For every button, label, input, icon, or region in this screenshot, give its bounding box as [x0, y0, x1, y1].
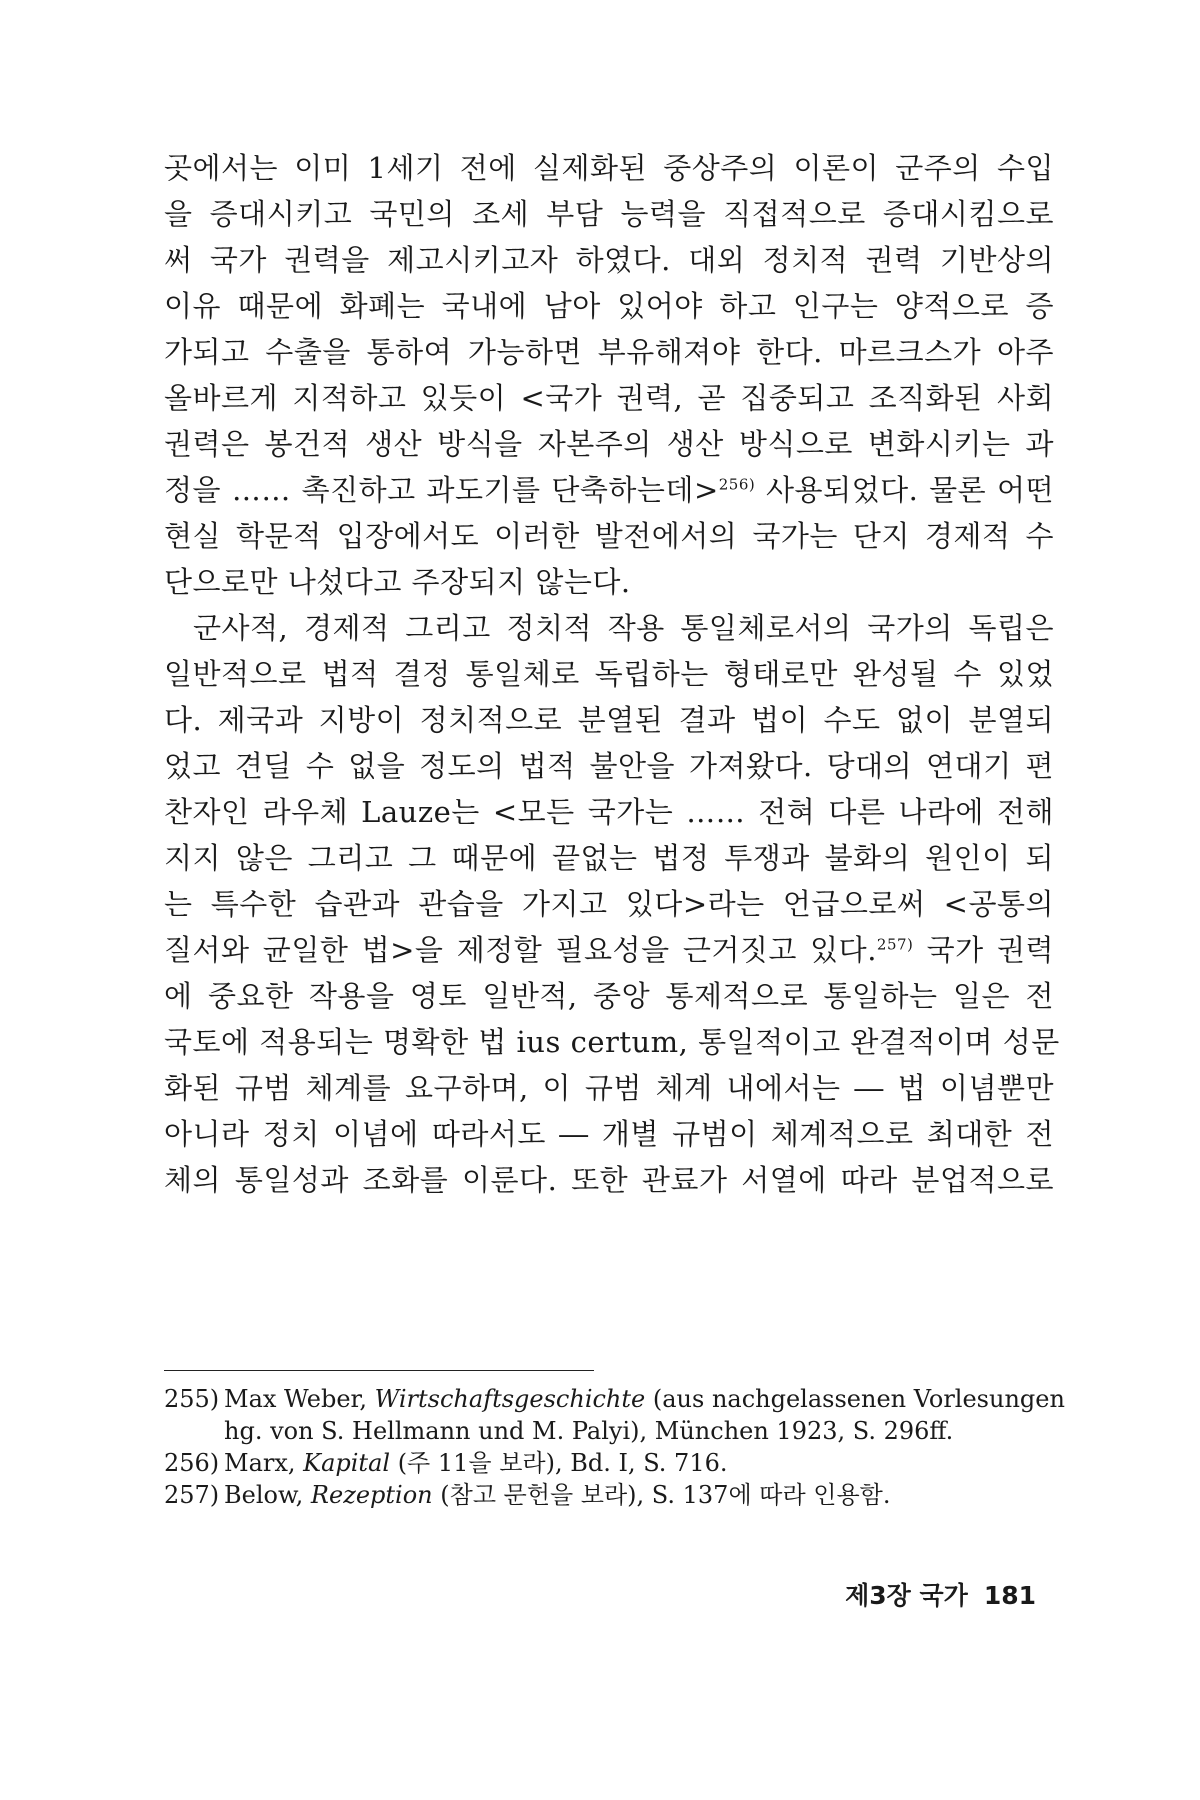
text-line: 일반적으로 법적 결정 통일체로 독립하는 형태로만 완성될 수 있었 [164, 657, 1054, 691]
text-line: 체의 통일성과 조화를 이룬다. 또한 관료가 서열에 따라 분업적으로 [164, 1163, 1054, 1197]
footnote-ref-256: 256) [718, 475, 756, 494]
text-line: 아니라 정치 이념에 따라서도 ― 개별 규범이 체계적으로 최대한 전 [164, 1117, 1054, 1151]
text-line: 는 특수한 습관과 관습을 가지고 있다>라는 언급으로써 <공통의 [164, 887, 1054, 921]
text-line: 에 중요한 작용을 영토 일반적, 중앙 통제적으로 통일하는 일은 전 [164, 979, 1054, 1013]
text-line: 화된 규범 체계를 요구하며, 이 규범 체계 내에서는 ― 법 이념뿐만 [164, 1071, 1054, 1105]
footnote-257 [164, 1479, 1054, 1511]
running-chapter-title: 제3장 국가 [845, 1581, 968, 1610]
text-segment: 국가 권력 [913, 933, 1054, 967]
footnote-divider [164, 1370, 594, 1371]
text-line: 었고 견딜 수 없을 정도의 법적 불안을 가져왔다. 당대의 연대기 편 [164, 749, 1054, 783]
text-line: 써 국가 권력을 제고시키고자 하였다. 대외 정치적 권력 기반상의 [164, 243, 1054, 277]
footnote-255 [164, 1383, 1065, 1447]
footnote-title: Rezeption [310, 1481, 433, 1509]
text-line-with-footnote [164, 467, 1054, 513]
footnote-ref-257: 257) [876, 935, 914, 954]
text-line: 이유 때문에 화폐는 국내에 남아 있어야 하고 인구는 양적으로 증 [164, 289, 1054, 323]
footnote-title: Wirtschaftsgeschichte [374, 1385, 646, 1413]
page-footer [845, 1576, 1036, 1612]
text-segment: 질서와 균일한 법>을 제정할 필요성을 근거짓고 있다. [164, 933, 877, 967]
text-line-with-footnote [164, 927, 1054, 973]
footnote-number: 257) [164, 1481, 220, 1509]
footnote-text: Max Weber, [224, 1385, 375, 1413]
text-line: 권력은 봉건적 생산 방식을 자본주의 생산 방식으로 변화시키는 과 [164, 427, 1054, 461]
body-text [164, 145, 1060, 1203]
text-line: 단으로만 나섰다고 주장되지 않는다. [164, 565, 631, 599]
text-line: 현실 학문적 입장에서도 이러한 발전에서의 국가는 단지 경제적 수 [164, 519, 1054, 553]
text-line: 다. 제국과 지방이 정치적으로 분열된 결과 법이 수도 없이 분열되 [164, 703, 1054, 737]
text-line-indent: 군사적, 경제적 그리고 정치적 작용 통일체로서의 국가의 독립은 [193, 611, 1054, 645]
text-line: 곳에서는 이미 1세기 전에 실제화된 중상주의 이론이 군주의 수입 [164, 151, 1054, 185]
footnote-text: (참고 문헌을 보라), S. 137에 따라 인용함. [432, 1481, 891, 1509]
text-line: 을 증대시키고 국민의 조세 부담 능력을 직접적으로 증대시킴으로 [164, 197, 1054, 231]
text-line: 가되고 수출을 통하여 가능하면 부유해져야 한다. 마르크스가 아주 [164, 335, 1054, 369]
page-number: 181 [983, 1581, 1036, 1610]
footnote-line [164, 1447, 1054, 1479]
footnote-continuation: hg. von S. Hellmann und M. Palyi), München 1923, S. 296ff. [224, 1417, 954, 1445]
footnote-number: 255) [164, 1385, 220, 1413]
text-line: 찬자인 라우체 Lauze는 <모든 국가는 …… 전혀 다른 나라에 전해 [164, 795, 1054, 829]
footnote-256 [164, 1447, 1054, 1479]
footnote-text: Marx, [224, 1449, 304, 1477]
footnote-text: (aus nachgelassenen Vorlesungen [645, 1385, 1065, 1413]
footnote-line [164, 1383, 1065, 1415]
text-line: 국토에 적용되는 명확한 법 ius certum, 통일적이고 완결적이며 성문 [164, 1025, 1060, 1059]
footnote-title: Kapital [303, 1449, 391, 1477]
text-segment: 사용되었다. 물론 어떤 [755, 473, 1055, 507]
footnote-number: 256) [164, 1449, 220, 1477]
text-line: 올바르게 지적하고 있듯이 <국가 권력, 곧 집중되고 조직화된 사회 [164, 381, 1054, 415]
footnote-line [164, 1479, 1054, 1511]
footnotes [164, 1383, 1065, 1511]
text-segment: 정을 …… 촉진하고 과도기를 단축하는데> [164, 473, 719, 507]
footnote-text: Below, [224, 1481, 311, 1509]
footnote-text: (주 11을 보라), Bd. I, S. 716. [390, 1449, 728, 1477]
text-line: 지지 않은 그리고 그 때문에 끝없는 법정 투쟁과 불화의 원인이 되 [164, 841, 1054, 875]
